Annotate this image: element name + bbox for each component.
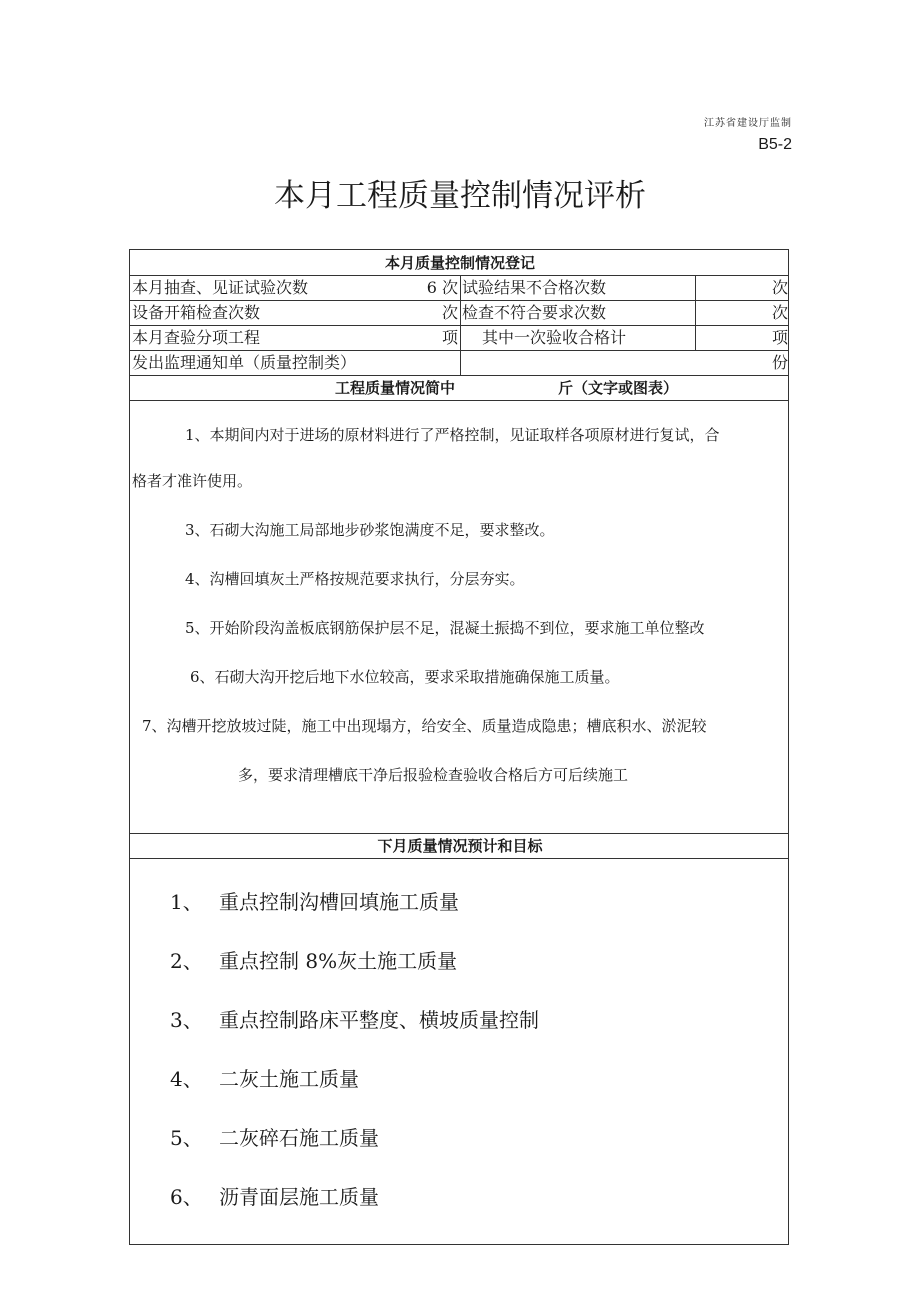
plan-item-number: 6、 [170, 1185, 203, 1209]
plan-item [170, 886, 459, 915]
form-number: B5-2 [758, 136, 792, 153]
plan-item-text: 二灰碎石施工质量 [219, 1126, 379, 1150]
row-label: 本月查验分项工程 [132, 328, 261, 347]
evaluation-table [129, 249, 789, 1245]
row-value: 6 次 [426, 278, 458, 297]
row-label: 检查不符合要求次数 [462, 303, 607, 322]
plan-item-number: 5、 [170, 1126, 203, 1150]
row-value: 次 [771, 303, 788, 322]
summary-line: 7、沟槽开挖放坡过陡，施工中出现塌方，给安全、质量造成隐患；槽底积水、淤泥较 [142, 717, 707, 735]
summary-line: 1、本期间内对于进场的原材料进行了严格控制，见证取样各项原材进行复试，合 [185, 426, 720, 444]
row-value: 次 [441, 303, 458, 322]
summary-line: 3、石砌大沟施工局部地步砂浆饱满度不足，要求整改。 [185, 521, 555, 539]
row-value: 项 [441, 328, 458, 347]
registration-heading: 本月质量控制情况登记 [384, 254, 535, 272]
summary-line: 5、开始阶段沟盖板底钢筋保护层不足，混凝土振捣不到位，要求施工单位整改 [185, 619, 705, 637]
row-label: 设备开箱检查次数 [132, 303, 261, 322]
row-label: 发出监理通知单（质量控制类） [132, 353, 357, 372]
plan-item-number: 1、 [170, 890, 203, 914]
plan-item [170, 1004, 539, 1033]
plan-item-text: 重点控制 8%灰土施工质量 [219, 949, 458, 973]
plan-item-number: 4、 [170, 1067, 203, 1091]
plan-item-text: 沥青面层施工质量 [219, 1185, 379, 1209]
summary-line: 多，要求清理槽底干净后报验检查验收合格后方可后续施工 [238, 766, 629, 784]
summary-line: 6、石砌大沟开挖后地下水位较高，要求采取措施确保施工质量。 [190, 668, 620, 686]
plan-item-text: 重点控制沟槽回填施工质量 [219, 890, 459, 914]
summary-heading-left: 工程质量情况简中 [334, 379, 455, 397]
row-value: 次 [771, 278, 788, 297]
column-divider [695, 275, 696, 350]
plan-item [170, 945, 457, 974]
plan-item [170, 1063, 359, 1092]
plan-item-number: 2、 [170, 949, 203, 973]
issuer-label: 江苏省建设厅监制 [704, 118, 792, 129]
row-value: 份 [771, 353, 788, 372]
plan-item-text: 二灰土施工质量 [219, 1067, 359, 1091]
plan-item [170, 1122, 379, 1151]
summary-line: 4、沟槽回填灰土严格按规范要求执行，分层夯实。 [185, 570, 525, 588]
row-label: 试验结果不合格次数 [462, 278, 607, 297]
row-label: 其中一次验收合格计 [482, 328, 627, 347]
page-title: 本月工程质量控制情况评析 [274, 178, 646, 214]
next-month-heading: 下月质量情况预计和目标 [377, 837, 543, 855]
plan-item-text: 重点控制路床平整度、横坡质量控制 [219, 1008, 539, 1032]
column-divider [460, 275, 461, 375]
plan-item [170, 1181, 379, 1210]
row-label: 本月抽查、见证试验次数 [132, 278, 309, 297]
summary-line: 格者才准许使用。 [132, 472, 253, 490]
summary-heading-right: 斤（文字或图表） [558, 379, 679, 397]
row-divider [130, 858, 788, 859]
plan-item-number: 3、 [170, 1008, 203, 1032]
row-value: 项 [771, 328, 788, 347]
row-divider [130, 400, 788, 401]
